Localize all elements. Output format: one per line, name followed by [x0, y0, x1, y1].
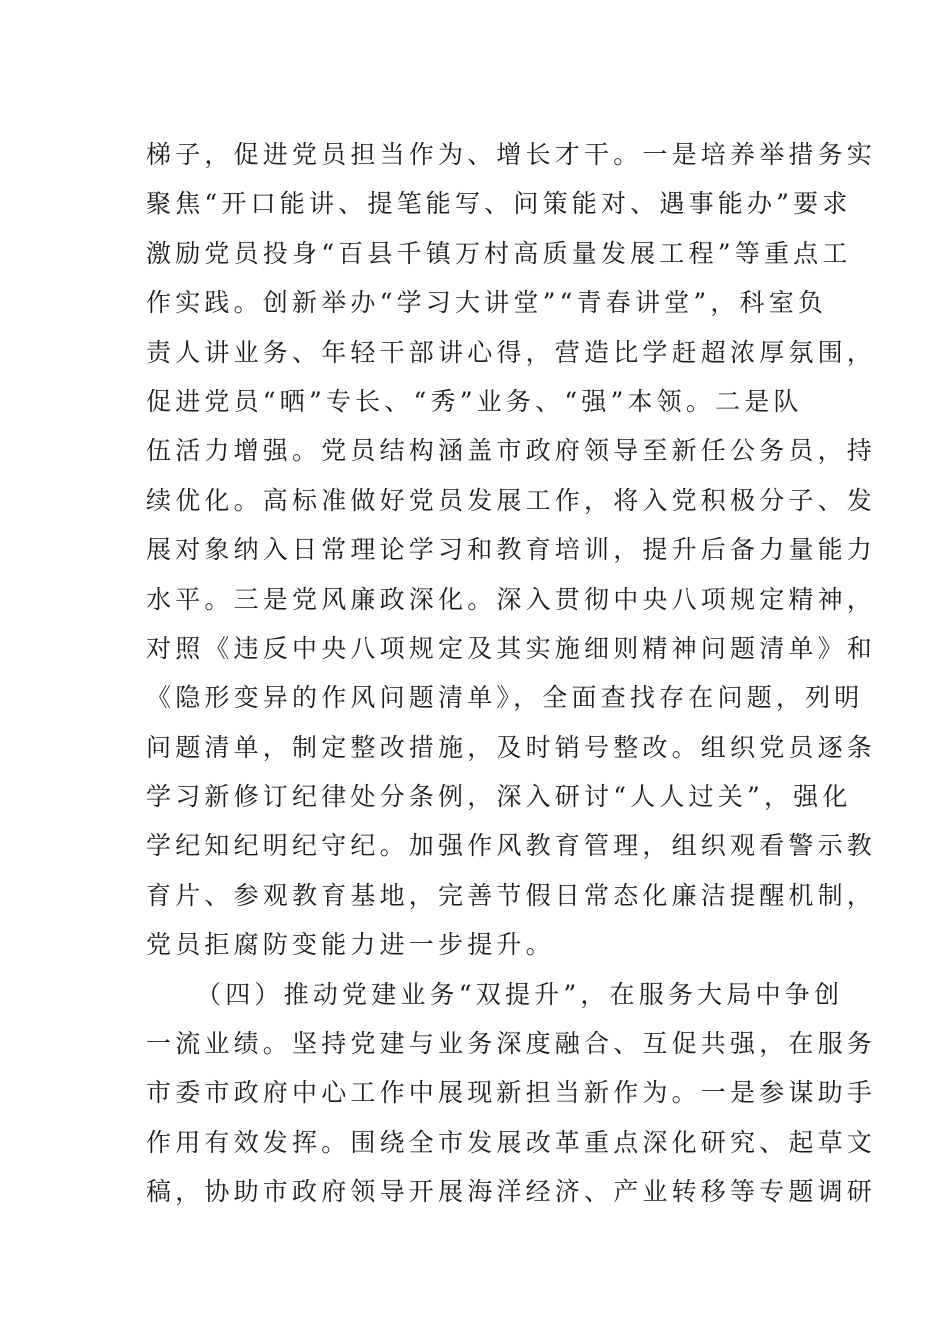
- text-line-1: 梯子，促进党员担当作为、增长才干。一是培养举措务实: [146, 140, 877, 169]
- text-line-16: 育片、参观教育基地，完善节假日常态化廉洁提醒机制，: [146, 880, 877, 910]
- text-line-6: 促进党员“晒”专长、“秀”业务、“强”本领。二是队: [146, 386, 803, 416]
- text-line-20: 市委市政府中心工作中展现新担当新作为。一是参谋助手: [146, 1078, 877, 1108]
- text-line-15: 学纪知纪明纪守纪。加强作风教育管理，组织观看警示教: [146, 831, 877, 861]
- text-line-19: 一流业绩。坚持党建与业务深度融合、互促共强，在服务: [146, 1029, 877, 1059]
- text-line-7: 伍活力增强。党员结构涵盖市政府领导至新任公务员，持: [146, 436, 877, 466]
- text-line-21: 作用有效发挥。围绕全市发展改革重点深化研究、起草文: [146, 1127, 877, 1157]
- text-line-12: 《隐形变异的作风问题清单》，全面查找存在问题，列明: [146, 683, 864, 713]
- text-line-13: 问题清单，制定整改措施，及时销号整改。组织党员逐条: [146, 732, 877, 762]
- text-line-17: 党员拒腐防变能力进一步提升。: [146, 930, 555, 960]
- text-line-3: 激励党员投身“百县千镇万村高质量发展工程”等重点工: [146, 238, 852, 268]
- text-line-4: 作实践。创新举办“学习大讲堂”“青春讲堂”，科室负: [146, 288, 828, 318]
- text-line-9: 展对象纳入日常理论学习和教育培训，提升后备力量能力: [146, 535, 877, 565]
- text-line-8: 续优化。高标准做好党员发展工作，将入党积极分子、发: [146, 485, 877, 515]
- text-line-10: 水平。三是党风廉政深化。深入贯彻中央八项规定精神，: [146, 584, 877, 614]
- text-line-14: 学习新修订纪律处分条例，深入研讨“人人过关”，强化: [146, 782, 852, 812]
- text-line-5: 责人讲业务、年轻干部讲心得，营造比学赶超浓厚氛围，: [146, 337, 877, 367]
- document-body: [146, 130, 877, 1217]
- section-heading-4: （四）推动党建业务“双提升”，在服务大局中争创: [196, 979, 844, 1009]
- text-line-2: 聚焦“开口能讲、提笔能写、问策能对、遇事能办”要求: [146, 189, 852, 219]
- text-line-11: 对照《违反中央八项规定及其实施细则精神问题清单》和: [146, 633, 877, 663]
- text-line-22: 稿，协助市政府领导开展海洋经济、产业转移等专题调研: [146, 1177, 877, 1207]
